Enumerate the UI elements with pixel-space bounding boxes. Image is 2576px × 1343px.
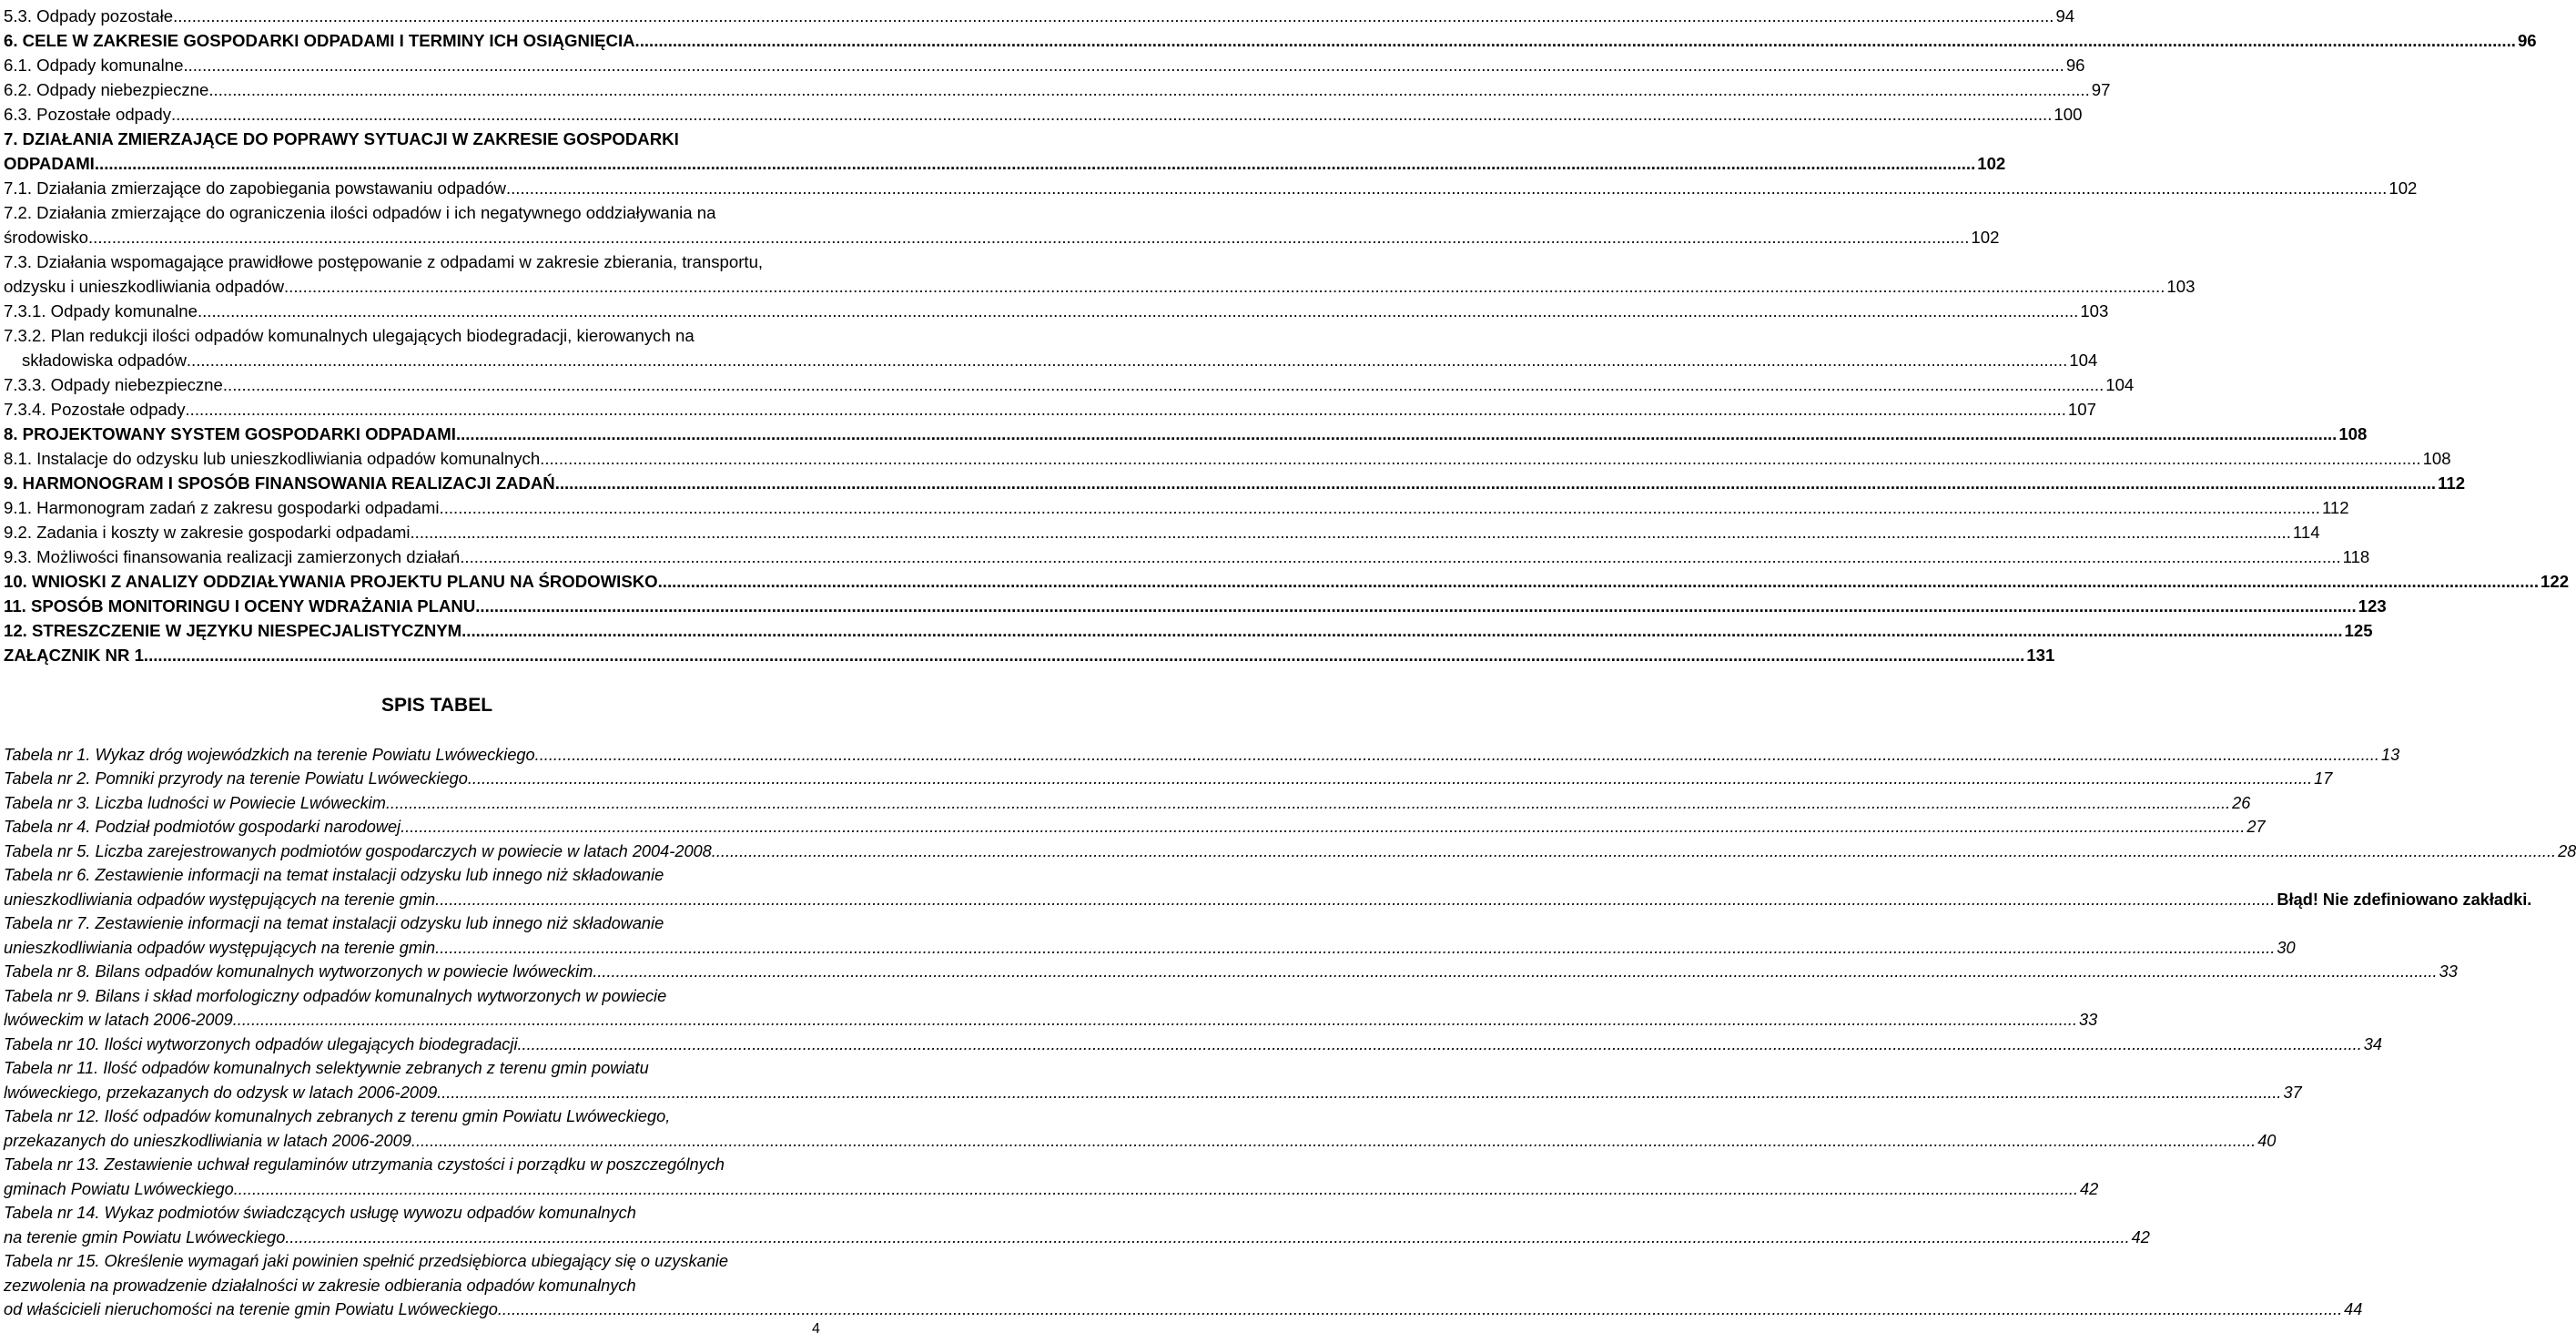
entry-page-number: 107	[2067, 400, 2096, 419]
toc-entry[interactable]	[4, 395, 2096, 420]
dot-leader: ................................................................................................................................................................................................................................................................................................................................................................................................................	[284, 277, 2165, 296]
toc-entry[interactable]	[4, 592, 2387, 616]
entry-title: 5.3. Odpady pozostałe	[4, 6, 174, 25]
entry-title: 9.1. Harmonogram zadań z zakresu gospodarki odpadami	[4, 498, 440, 517]
toc-entry[interactable]	[4, 100, 2083, 125]
dot-leader: ................................................................................................................................................................................................................................................................................................................................................................................................................	[475, 596, 2357, 616]
entry-page-number: 28	[2558, 841, 2576, 860]
dot-leader: ................................................................................................................................................................................................................................................................................................................................................................................................................	[522, 1034, 2362, 1053]
entry-page-number: 118	[2342, 547, 2370, 566]
entry-title: 10. WNIOSKI Z ANALIZY ODDZIAŁYWANIA PROJEKTU PLANU NA ŚRODOWISKO	[4, 572, 658, 591]
dot-leader: ................................................................................................................................................................................................................................................................................................................................................................................................................	[143, 646, 2025, 665]
entry-title: Tabela nr 10. Ilości wytworzonych odpadów ulegających biodegradacji.	[4, 1034, 522, 1053]
dot-leader: ................................................................................................................................................................................................................................................................................................................................................................................................................	[435, 938, 2276, 957]
entry-page-number: 122	[2541, 572, 2570, 591]
entry-page-number: 102	[1971, 228, 2000, 247]
toc-entry[interactable]	[4, 26, 2537, 51]
entry-title-line: 7. DZIAŁANIA ZMIERZAJĄCE DO POPRAWY SYTUACJI W ZAKRESIE GOSPODARKI	[4, 129, 679, 148]
entry-page-number: 123	[2358, 596, 2387, 616]
entry-title: środowisko	[4, 228, 89, 247]
entry-title: unieszkodliwiania odpadów występujących na terenie gmin	[4, 938, 436, 957]
entry-page-number: 34	[2363, 1034, 2383, 1053]
entry-title: 7.3.3. Odpady niebezpieczne	[4, 375, 223, 394]
dot-leader: ................................................................................................................................................................................................................................................................................................................................................................................................................	[554, 473, 2437, 493]
entry-page-number: 97	[2091, 80, 2111, 99]
entry-page-number: 114	[2292, 523, 2320, 542]
dot-leader: ................................................................................................................................................................................................................................................................................................................................................................................................................	[173, 6, 2054, 25]
entry-title: 7.3.1. Odpady komunalne	[4, 301, 198, 320]
toc-entry[interactable]	[4, 51, 2085, 76]
entry-title: 6.3. Pozostałe odpady	[4, 105, 172, 124]
dot-leader: ................................................................................................................................................................................................................................................................................................................................................................................................................	[171, 105, 2053, 124]
table-list-entry[interactable]	[4, 740, 2400, 765]
table-list-entry[interactable]	[4, 1030, 2383, 1054]
entry-title-line: Tabela nr 6. Zestawienie informacji na temat instalacji odzysku lub innego niż składowanie	[4, 866, 664, 884]
entry-title-line: Tabela nr 7. Zestawienie informacji na temat instalacji odzysku lub innego niż składowanie	[4, 914, 664, 932]
dot-leader: ................................................................................................................................................................................................................................................................................................................................................................................................................	[435, 890, 2276, 909]
entry-title: Tabela nr 2. Pomniki przyrody na terenie Powiatu Lwóweckiego.	[4, 769, 472, 788]
entry-page-number: 37	[2283, 1083, 2302, 1102]
entry-title: Tabela nr 3. Liczba ludności w Powiecie Lwóweckim.	[4, 793, 390, 812]
toc-entry[interactable]	[4, 543, 2370, 567]
entry-page-number: 26	[2232, 793, 2251, 812]
entry-page-number: 103	[2166, 277, 2196, 296]
entry-title-line: Tabela nr 9. Bilans i skład morfologiczny odpadów komunalnych wytworzonych w powiecie	[4, 986, 667, 1005]
dot-leader: ................................................................................................................................................................................................................................................................................................................................................................................................................	[441, 1083, 2282, 1102]
dot-leader: ................................................................................................................................................................................................................................................................................................................................................................................................................	[222, 375, 2104, 394]
entry-title: Tabela nr 8. Bilans odpadów komunalnych wytworzonych w powiecie lwóweckim.	[4, 962, 598, 981]
entry-title: Tabela nr 1. Wykaz dróg wojewódzkich na terenie Powiatu Lwóweckiego.	[4, 745, 540, 764]
entry-page-number: 108	[2338, 424, 2368, 443]
entry-title: 7.3.4. Pozostałe odpady	[4, 400, 186, 419]
entry-title: 9. HARMONOGRAM I SPOSÓB FINANSOWANIA REALIZACJI ZADAŃ	[4, 473, 555, 493]
entry-page-number: 96	[2065, 56, 2085, 75]
toc-entry[interactable]	[4, 371, 2135, 395]
table-list-entry[interactable]	[4, 765, 2333, 789]
entry-page-number: 94	[2055, 6, 2075, 25]
page-number: 4	[812, 1321, 820, 1337]
toc-entry[interactable]	[4, 198, 2000, 248]
entry-title: 6.2. Odpady niebezpieczne	[4, 80, 209, 99]
toc-entry[interactable]	[4, 174, 2418, 198]
entry-page-number: 27	[2246, 818, 2266, 836]
dot-leader: ................................................................................................................................................................................................................................................................................................................................................................................................................	[634, 31, 2516, 50]
table-list-entry[interactable]	[4, 1247, 2363, 1320]
table-list-entry[interactable]	[4, 982, 2098, 1030]
dot-leader: ................................................................................................................................................................................................................................................................................................................................................................................................................	[208, 80, 2090, 99]
entry-title: 11. SPOSÓB MONITORINGU I OCENY WDRAŻANIA PLANU	[4, 596, 476, 616]
entry-title: od właścicieli nieruchomości na terenie gmin Powiatu Lwóweckiego.	[4, 1300, 502, 1318]
dot-leader: ................................................................................................................................................................................................................................................................................................................................................................................................................	[186, 351, 2068, 370]
entry-page-number: 30	[2277, 938, 2296, 957]
table-list-entry[interactable]	[4, 958, 2458, 982]
table-list-entry[interactable]	[4, 910, 2296, 958]
dot-leader: ................................................................................................................................................................................................................................................................................................................................................................................................................	[502, 1300, 2343, 1318]
entry-page-number: 102	[2388, 178, 2418, 198]
dot-leader: ................................................................................................................................................................................................................................................................................................................................................................................................................	[197, 301, 2079, 320]
entry-title-line: Tabela nr 15. Określenie wymagań jaki powinien spełnić przedsiębiorca ubiegający się o uzyskanie	[4, 1252, 728, 1270]
entry-title: ODPADAMI	[4, 154, 95, 173]
dot-leader: ................................................................................................................................................................................................................................................................................................................................................................................................................	[405, 818, 2246, 836]
toc-entry[interactable]	[4, 616, 2373, 641]
dot-leader: ................................................................................................................................................................................................................................................................................................................................................................................................................	[410, 523, 2291, 542]
dot-leader: ................................................................................................................................................................................................................................................................................................................................................................................................................	[597, 962, 2438, 981]
dot-leader: ................................................................................................................................................................................................................................................................................................................................................................................................................	[88, 228, 1970, 247]
entry-title: 7.1. Działania zmierzające do zapobiegania powstawaniu odpadów	[4, 178, 506, 198]
dot-leader: ................................................................................................................................................................................................................................................................................................................................................................................................................	[390, 793, 2231, 812]
dot-leader: ................................................................................................................................................................................................................................................................................................................................................................................................................	[657, 572, 2540, 591]
dot-leader: ................................................................................................................................................................................................................................................................................................................................................................................................................	[539, 745, 2379, 764]
list-of-tables	[4, 740, 2576, 1319]
dot-leader: ................................................................................................................................................................................................................................................................................................................................................................................................................	[185, 400, 2066, 419]
table-of-contents	[4, 2, 2570, 666]
entry-title: 9.2. Zadania i koszty w zakresie gospodarki odpadami	[4, 523, 411, 542]
entry-title: 9.3. Możliwości finansowania realizacji zamierzonych działań	[4, 547, 461, 566]
table-list-entry[interactable]	[4, 1151, 2099, 1199]
dot-leader: ................................................................................................................................................................................................................................................................................................................................................................................................................	[455, 424, 2338, 443]
entry-page-number: 42	[2131, 1227, 2150, 1246]
entry-title-line: Tabela nr 13. Zestawienie uchwał regulaminów utrzymania czystości i porządku w poszczególnych	[4, 1155, 725, 1174]
entry-title: 6. CELE W ZAKRESIE GOSPODARKI ODPADAMI I TERMINY ICH OSIĄGNIĘCIA	[4, 31, 635, 50]
dot-leader: ................................................................................................................................................................................................................................................................................................................................................................................................................	[461, 621, 2343, 640]
entry-page-number: 103	[2080, 301, 2109, 320]
entry-title: 12. STRESZCZENIE W JĘZYKU NIESPECJALISTYCZNYM	[4, 621, 462, 640]
table-list-entry[interactable]	[4, 1199, 2150, 1247]
entry-page-number: 104	[2105, 375, 2135, 394]
entry-page-number: 33	[2439, 962, 2458, 981]
toc-entry[interactable]	[4, 248, 2196, 297]
table-list-entry[interactable]	[4, 1054, 2302, 1103]
entry-page-number: 108	[2422, 449, 2451, 468]
toc-entry[interactable]	[4, 2, 2075, 26]
toc-entry[interactable]	[4, 518, 2320, 543]
entry-page-number: 100	[2054, 105, 2083, 124]
toc-entry[interactable]	[4, 297, 2109, 321]
table-list-entry[interactable]	[4, 813, 2266, 838]
dot-leader: ................................................................................................................................................................................................................................................................................................................................................................................................................	[183, 56, 2064, 75]
entry-title-line: 7.3.2. Plan redukcji ilości odpadów komunalnych ulegających biodegradacji, kierowanych na	[4, 326, 695, 345]
entry-page-number: 125	[2344, 621, 2373, 640]
dot-leader: ................................................................................................................................................................................................................................................................................................................................................................................................................	[540, 449, 2421, 468]
entry-page-number: 42	[2080, 1179, 2099, 1198]
entry-page-number: 33	[2079, 1011, 2098, 1029]
spis-tabel-heading: SPIS TABEL	[380, 695, 493, 716]
entry-page-number: 96	[2517, 31, 2537, 50]
dot-leader: ................................................................................................................................................................................................................................................................................................................................................................................................................	[415, 1131, 2257, 1150]
toc-entry[interactable]	[4, 321, 2098, 371]
entry-page-number: 13	[2380, 745, 2400, 764]
entry-title-line: Tabela nr 14. Wykaz podmiotów świadczących usługę wywozu odpadów komunalnych	[4, 1204, 636, 1222]
entry-page-number: 112	[2438, 473, 2466, 493]
toc-entry[interactable]	[4, 125, 2006, 174]
toc-entry[interactable]	[4, 469, 2466, 493]
entry-title: lwóweckim w latach 2006-2009.	[4, 1011, 238, 1029]
entry-title-line: 7.3. Działania wspomagające prawidłowe postępowanie z odpadami w zakresie zbierania, transportu,	[4, 252, 764, 271]
entry-title: składowiska odpadów	[22, 351, 187, 370]
toc-entry[interactable]	[4, 641, 2055, 666]
entry-title-line: Tabela nr 11. Ilość odpadów komunalnych selektywnie zebranych z terenu gmin powiatu	[4, 1059, 649, 1077]
entry-title: Tabela nr 4. Podział podmiotów gospodarki narodowej.	[4, 818, 406, 836]
entry-title: unieszkodliwiania odpadów występujących na terenie gmin	[4, 890, 436, 909]
entry-title-line: Tabela nr 12. Ilość odpadów komunalnych zebranych z terenu gmin Powiatu Lwóweckiego,	[4, 1107, 671, 1125]
entry-page-number: 102	[1977, 154, 2006, 173]
error-reference: Błąd! Nie zdefiniowano zakładki.	[2277, 890, 2532, 909]
entry-title: na terenie gmin Powiatu Lwóweckiego.	[4, 1227, 290, 1246]
entry-page-number: 104	[2069, 351, 2098, 370]
entry-title: ZAŁĄCZNIK NR 1	[4, 646, 144, 665]
toc-entry[interactable]	[4, 420, 2368, 444]
entry-page-number: 17	[2314, 769, 2333, 788]
entry-title: Tabela nr 5. Liczba zarejestrowanych podmiotów gospodarczych w powiecie w latach 2004-2008.	[4, 841, 716, 860]
toc-entry[interactable]	[4, 493, 2349, 518]
dot-leader: ................................................................................................................................................................................................................................................................................................................................................................................................................	[94, 154, 1976, 173]
table-list-entry[interactable]	[4, 1103, 2277, 1151]
dot-leader: ................................................................................................................................................................................................................................................................................................................................................................................................................	[715, 841, 2557, 860]
entry-title: lwóweckiego, przekazanych do odzysk w latach 2006-2009.	[4, 1083, 442, 1102]
dot-leader: ................................................................................................................................................................................................................................................................................................................................................................................................................	[238, 1179, 2079, 1198]
toc-entry[interactable]	[4, 444, 2451, 469]
entry-title: 8.1. Instalacje do odzysku lub unieszkodliwiania odpadów komunalnych	[4, 449, 541, 468]
table-list-entry[interactable]	[4, 789, 2251, 813]
entry-page-number: 44	[2344, 1300, 2363, 1318]
entry-title: 6.1. Odpady komunalne	[4, 56, 184, 75]
table-list-entry[interactable]	[4, 861, 2532, 910]
entry-page-number: 131	[2026, 646, 2055, 665]
dot-leader: ................................................................................................................................................................................................................................................................................................................................................................................................................	[289, 1227, 2130, 1246]
entry-title: gminach Powiatu Lwóweckiego.	[4, 1179, 238, 1198]
toc-entry[interactable]	[4, 567, 2570, 592]
entry-page-number: 40	[2257, 1131, 2277, 1150]
entry-title: odzysku i unieszkodliwiania odpadów	[4, 277, 285, 296]
dot-leader: ................................................................................................................................................................................................................................................................................................................................................................................................................	[439, 498, 2320, 517]
entry-page-number: 112	[2321, 498, 2349, 517]
dot-leader: ................................................................................................................................................................................................................................................................................................................................................................................................................	[237, 1011, 2078, 1029]
table-list-entry[interactable]	[4, 837, 2576, 861]
entry-title-line: 7.2. Działania zmierzające do ograniczenia ilości odpadów i ich negatywnego oddziaływania na	[4, 203, 716, 222]
entry-title: przekazanych do unieszkodliwiania w latach 2006-2009.	[4, 1131, 416, 1150]
toc-entry[interactable]	[4, 76, 2111, 100]
dot-leader: ................................................................................................................................................................................................................................................................................................................................................................................................................	[460, 547, 2341, 566]
entry-title: 8. PROJEKTOWANY SYSTEM GOSPODARKI ODPADAMI	[4, 424, 456, 443]
dot-leader: ................................................................................................................................................................................................................................................................................................................................................................................................................	[505, 178, 2388, 198]
entry-title-line: zezwolenia na prowadzenie działalności w zakresie odbierania odpadów komunalnych	[4, 1276, 636, 1295]
dot-leader: ................................................................................................................................................................................................................................................................................................................................................................................................................	[472, 769, 2313, 788]
